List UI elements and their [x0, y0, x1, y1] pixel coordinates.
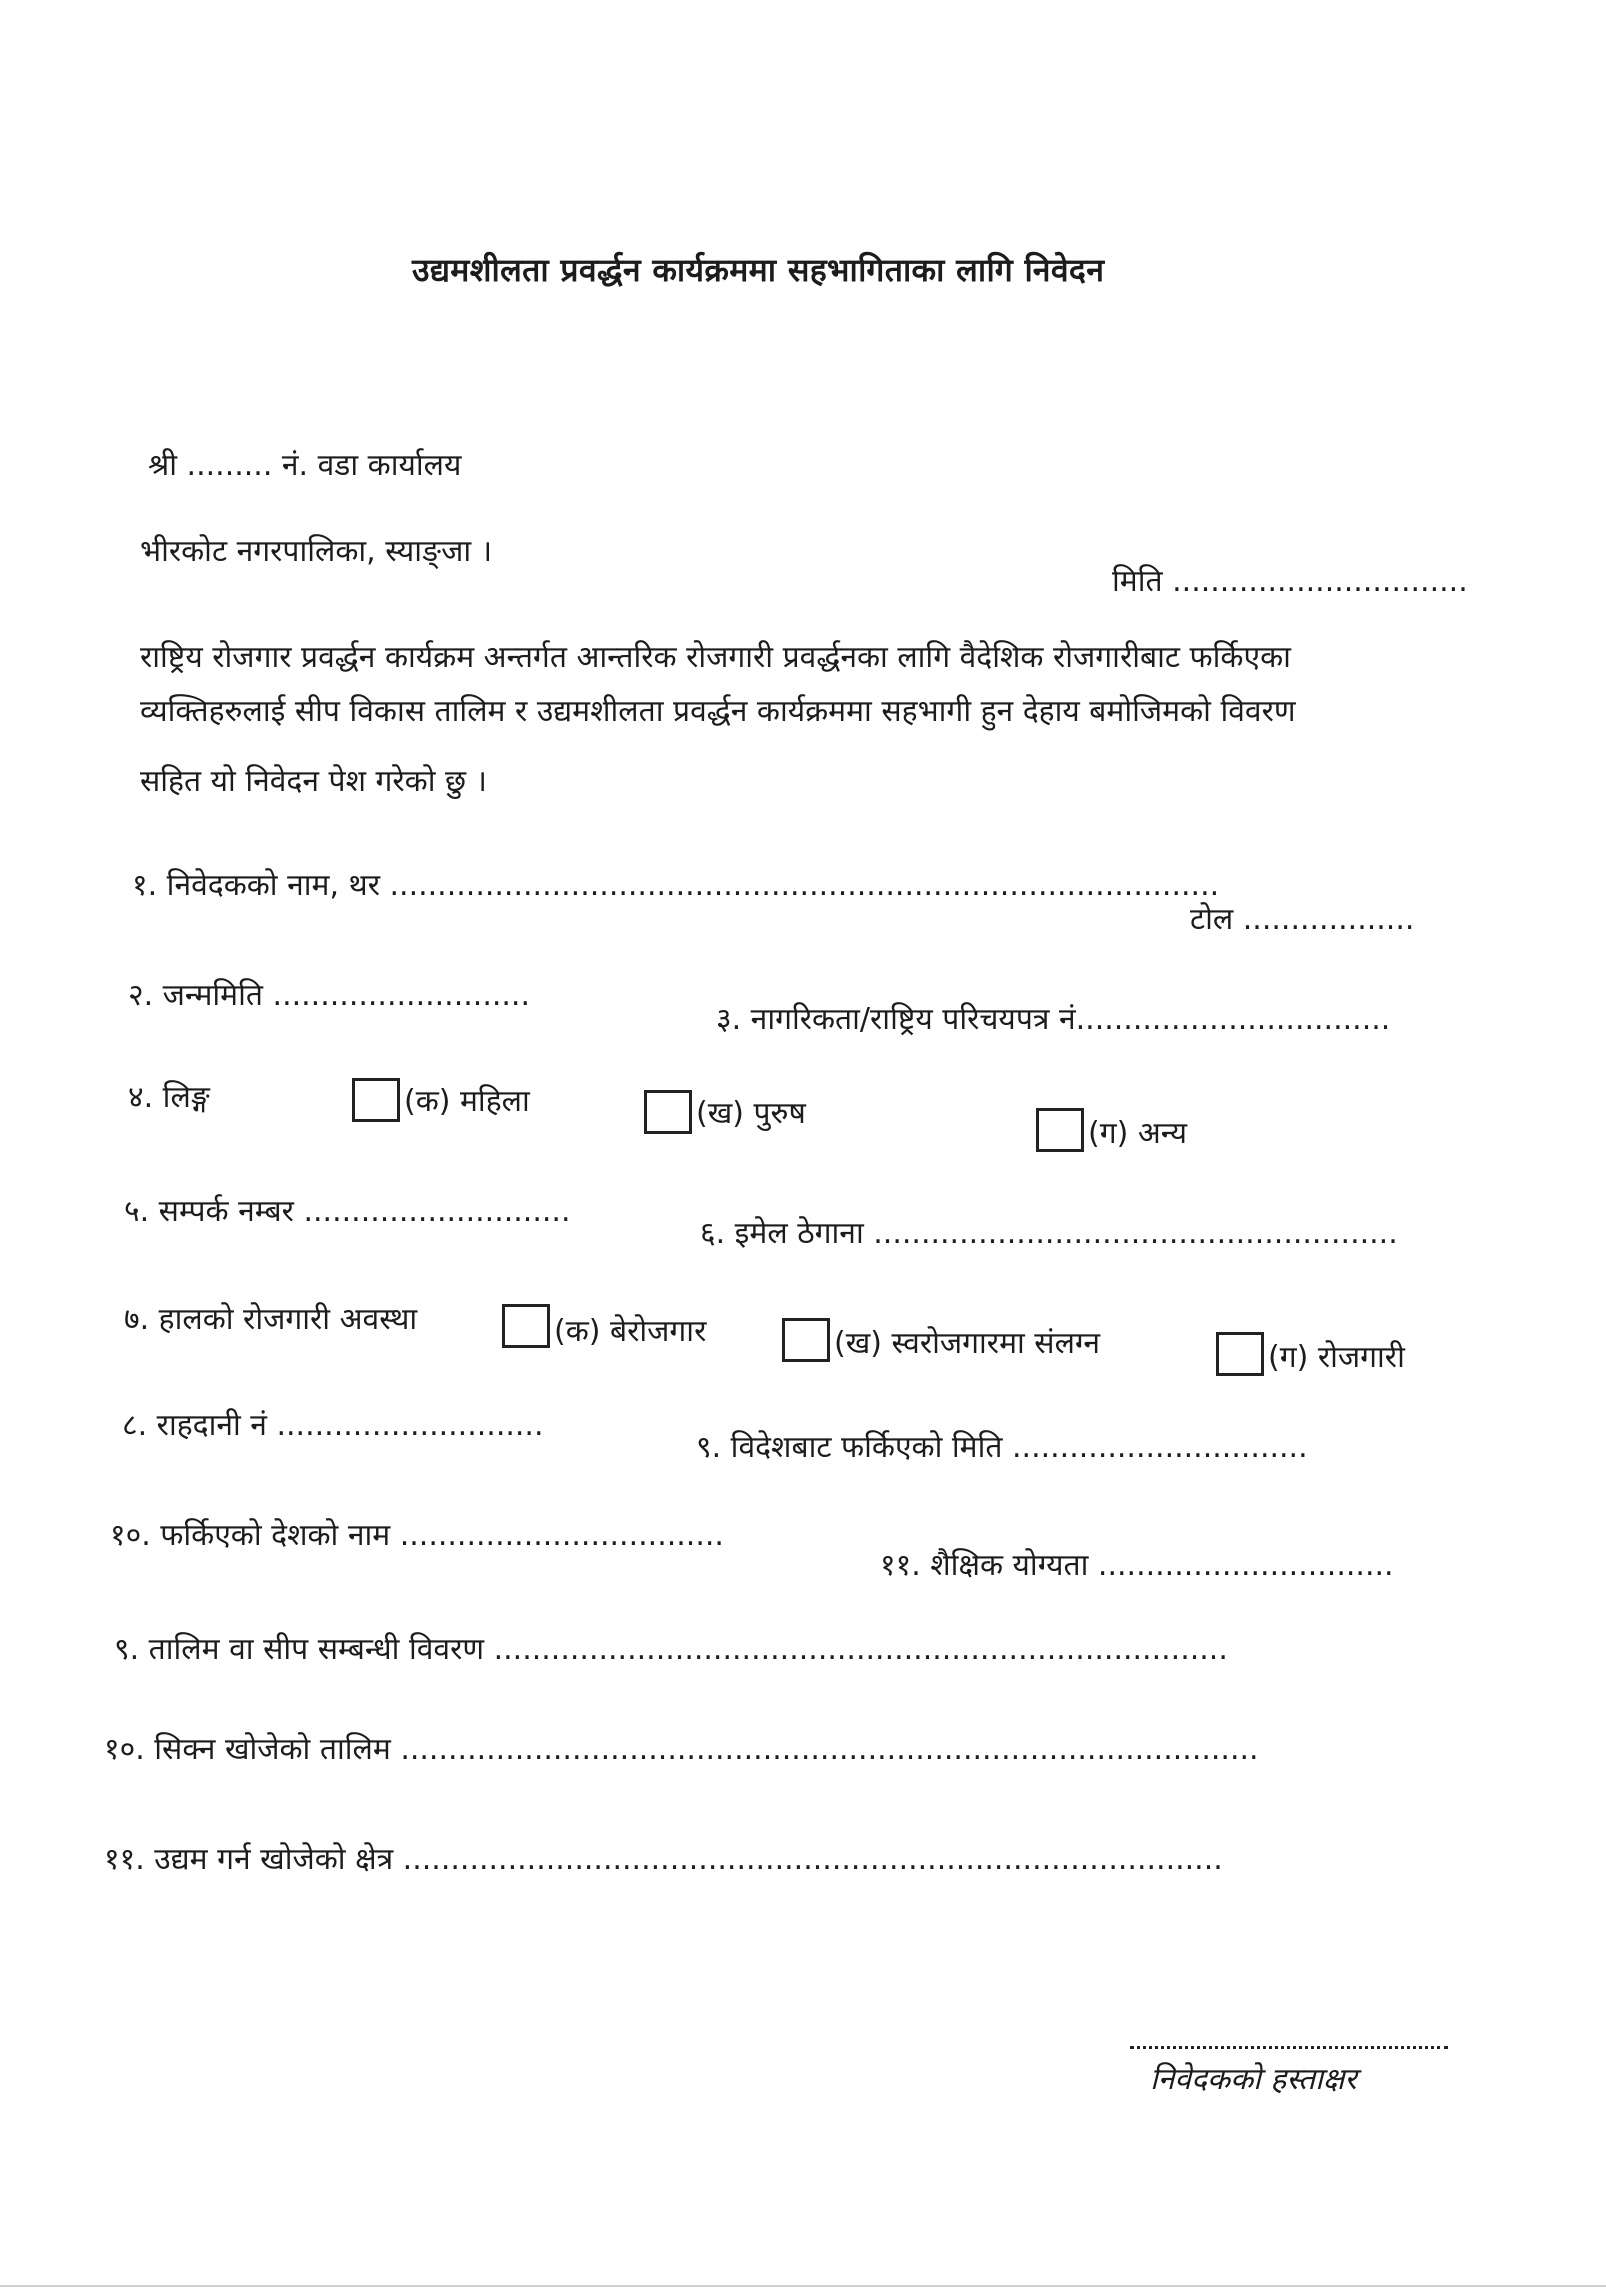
gender-other-checkbox[interactable] [1036, 1108, 1084, 1152]
citizenship-field[interactable]: ३. नागरिकता/राष्ट्रिय परिचयपत्र नं................................. [716, 1002, 1391, 1037]
gender-male-checkbox[interactable] [644, 1090, 692, 1134]
dob-field[interactable]: २. जन्ममिति ........................... [128, 978, 531, 1013]
scan-bottom-edge [0, 2285, 1606, 2287]
intro-line-1: राष्ट्रिय रोजगार प्रवर्द्धन कार्यक्रम अन्तर्गत आन्तरिक रोजगारी प्रवर्द्धनका लागि वैदेशिक रोजगारीबाट फर्किएका [140, 640, 1291, 675]
signature-line[interactable] [1130, 2046, 1448, 2049]
intro-line-3: सहित यो निवेदन पेश गरेको छु । [140, 764, 487, 799]
tol-field[interactable]: टोल .................. [1190, 902, 1415, 937]
gender-male-label: (ख) पुरुष [696, 1096, 806, 1131]
desired-training-field[interactable]: १०. सिक्न खोजेको तालिम .......................................................................................... [104, 1732, 1259, 1767]
gender-female-checkbox[interactable] [352, 1078, 400, 1122]
signature-label: निवेदकको हस्ताक्षर [1150, 2062, 1357, 2097]
form-title: उद्यमशीलता प्रवर्द्धन कार्यक्रममा सहभागिताका लागि निवेदन [412, 251, 1105, 289]
return-date-field[interactable]: ९. विदेशबाट फर्किएको मिति ............................... [696, 1430, 1308, 1465]
education-field[interactable]: ११. शैक्षिक योग्यता ............................... [880, 1548, 1394, 1583]
gender-other-label: (ग) अन्य [1088, 1116, 1188, 1151]
employment-unemployed-label: (क) बेरोजगार [554, 1314, 707, 1349]
email-field[interactable]: ६. इमेल ठेगाना ....................................................... [700, 1216, 1398, 1251]
address-line-1: श्री ......... नं. वडा कार्यालय [148, 448, 462, 483]
gender-female-label: (क) महिला [404, 1084, 530, 1119]
date-field[interactable]: मिति ............................... [1112, 564, 1468, 599]
intro-line-2: व्यक्तिहरुलाई सीप विकास तालिम र उद्यमशीलता प्रवर्द्धन कार्यक्रममा सहभागी हुन देहाय बमोजिमको विवरण [140, 694, 1296, 729]
country-field[interactable]: १०. फर्किएको देशको नाम .................................. [110, 1518, 724, 1553]
employment-self-employed-label: (ख) स्वरोजगारमा संलग्न [834, 1326, 1101, 1361]
employment-unemployed-checkbox[interactable] [502, 1304, 550, 1348]
passport-field[interactable]: ८. राहदानी नं ............................ [122, 1408, 544, 1443]
address-line-2: भीरकोट नगरपालिका, स्याङ्जा । [140, 534, 493, 569]
employment-employed-checkbox[interactable] [1216, 1332, 1264, 1376]
training-details-field[interactable]: ९. तालिम वा सीप सम्बन्धी विवरण ............................................................................. [114, 1632, 1228, 1667]
employment-employed-label: (ग) रोजगारी [1268, 1340, 1405, 1375]
employment-self-employed-checkbox[interactable] [782, 1318, 830, 1362]
employment-label: ७. हालको रोजगारी अवस्था [124, 1302, 418, 1337]
enterprise-sector-field[interactable]: ११. उद्यम गर्न खोजेको क्षेत्र ...................................................................................... [104, 1842, 1223, 1877]
gender-label: ४. लिङ्ग [128, 1080, 210, 1115]
contact-field[interactable]: ५. सम्पर्क नम्बर ............................ [124, 1194, 571, 1229]
name-field[interactable]: १. निवेदकको नाम, थर ....................................................................................... [132, 868, 1220, 903]
